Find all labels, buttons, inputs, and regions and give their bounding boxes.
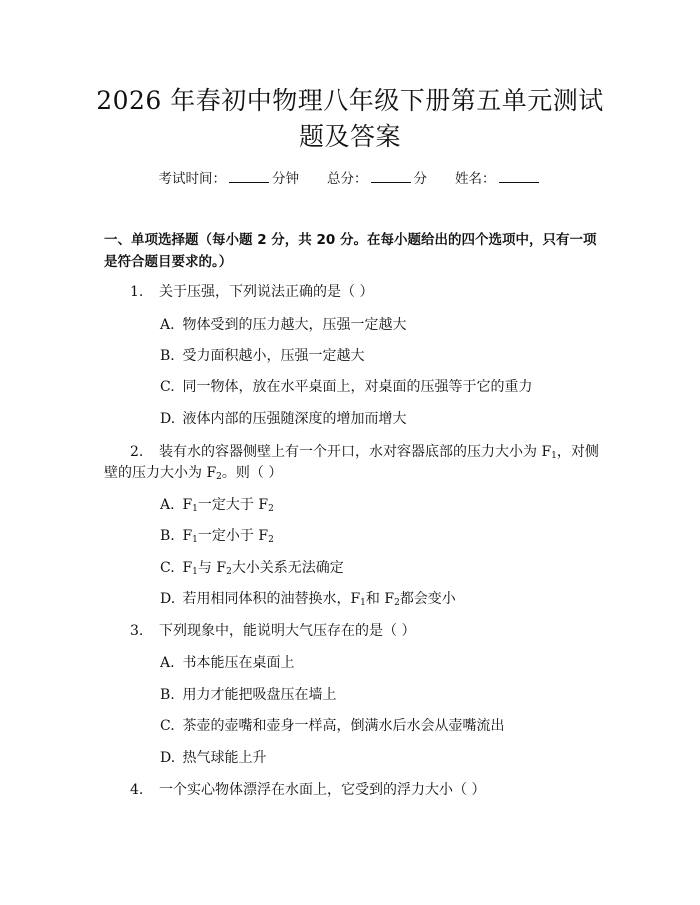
option-c xyxy=(160,376,532,398)
option-text: 受力面积越小，压强一定越大 xyxy=(182,348,365,364)
question-text: 下列现象中，能说明大气压存在的是（ ） xyxy=(159,623,416,639)
score-label: 总分： xyxy=(327,171,368,187)
exam-meta xyxy=(0,167,700,187)
question-text: 装有水的容器侧壁上有一个开口，水对容器底部的压力大小为 $F_1$，对侧 xyxy=(159,444,599,461)
option-c: C. $F_1$与 $F_2$大小关系无法确定 xyxy=(160,560,344,577)
question-text: 一个实心物体漂浮在水面上，它受到的浮力大小（ ） xyxy=(159,782,486,798)
option-d: D. 若用相同体积的油替换水，$F_1$和 $F_2$都会变小 xyxy=(160,591,456,608)
option-b: B. 用力才能把吸盘压在墙上 xyxy=(160,687,337,703)
name-blank xyxy=(499,171,539,183)
question-number: 3. xyxy=(130,623,144,639)
page-title-line1: 2026 年春初中物理八年级下册第五单元测试 xyxy=(96,86,604,115)
option-b: B. $F_1$一定小于 $F_2$ xyxy=(160,528,274,545)
time-label: 考试时间： xyxy=(158,171,226,187)
option-b xyxy=(160,345,364,367)
option-text: 液体内部的压强随深度的增加而增大 xyxy=(182,411,407,427)
page-title-line2: 题及答案 xyxy=(298,122,401,151)
option-label: A. xyxy=(160,317,175,333)
question-text-line2: 壁的压力大小为 $F_2$。则（ ） xyxy=(104,465,283,482)
option-label: C. xyxy=(160,379,175,395)
name-label: 姓名： xyxy=(455,171,496,187)
question-number: 1. xyxy=(130,284,144,300)
time-blank xyxy=(229,171,269,183)
option-label: D. xyxy=(160,411,176,427)
option-a: A. 书本能压在桌面上 xyxy=(160,655,295,671)
option-d: D. 热气球能上升 xyxy=(160,750,267,766)
option-label: B. xyxy=(160,348,175,364)
question-number: 4. xyxy=(130,782,144,798)
score-unit: 分 xyxy=(413,171,427,187)
option-d xyxy=(160,408,406,430)
question-text: 关于压强，下列说法正确的是（ ） xyxy=(159,284,374,300)
score-blank xyxy=(371,171,411,183)
section-heading-line1: 一、单项选择题（每小题 2 分，共 20 分。在每小题给出的四个选项中，只有一项 xyxy=(104,232,597,248)
question-number: 2. xyxy=(130,444,144,460)
option-a: A. $F_1$一定大于 $F_2$ xyxy=(160,497,274,514)
option-a xyxy=(160,314,406,336)
option-text: 物体受到的压力越大，压强一定越大 xyxy=(182,317,407,333)
option-text: 同一物体，放在水平桌面上，对桌面的压强等于它的重力 xyxy=(182,379,533,395)
time-unit: 分钟 xyxy=(272,171,299,187)
section-heading-line2: 是符合题目要求的。） xyxy=(104,254,233,270)
option-c: C. 茶壶的壶嘴和壶身一样高，倒满水后水会从壶嘴流出 xyxy=(160,718,505,734)
